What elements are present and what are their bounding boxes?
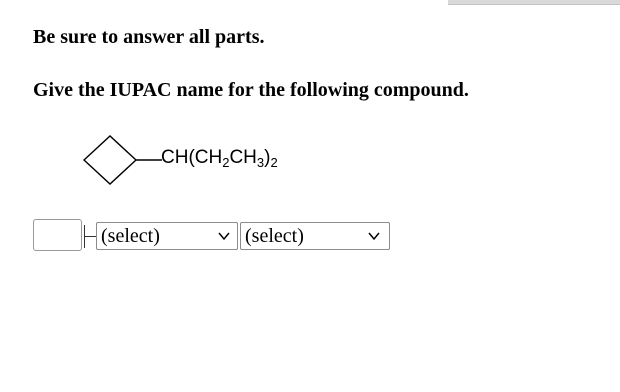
top-scroll-bar bbox=[448, 0, 620, 5]
chevron-down-icon bbox=[217, 229, 231, 243]
substituent-select[interactable] bbox=[96, 222, 238, 250]
formula-part: CH(CH bbox=[161, 147, 223, 168]
hyphen-dash bbox=[85, 236, 96, 237]
chevron-down-icon bbox=[367, 229, 381, 243]
instruction-text: Be sure to answer all parts. bbox=[33, 26, 265, 48]
formula-subscript: 2 bbox=[270, 155, 278, 170]
substituent-formula bbox=[161, 147, 278, 170]
question-text: Give the IUPAC name for the following compound. bbox=[33, 79, 469, 101]
select-value: (select) bbox=[101, 225, 160, 247]
formula-part: ) bbox=[264, 147, 271, 168]
locant-input[interactable] bbox=[33, 219, 82, 251]
select-value: (select) bbox=[245, 225, 304, 247]
formula-subscript: 2 bbox=[222, 155, 230, 170]
cyclobutane-structure bbox=[80, 132, 164, 188]
formula-part: CH bbox=[229, 147, 257, 168]
parent-chain-select[interactable] bbox=[240, 222, 390, 250]
formula-subscript: 3 bbox=[256, 155, 265, 170]
